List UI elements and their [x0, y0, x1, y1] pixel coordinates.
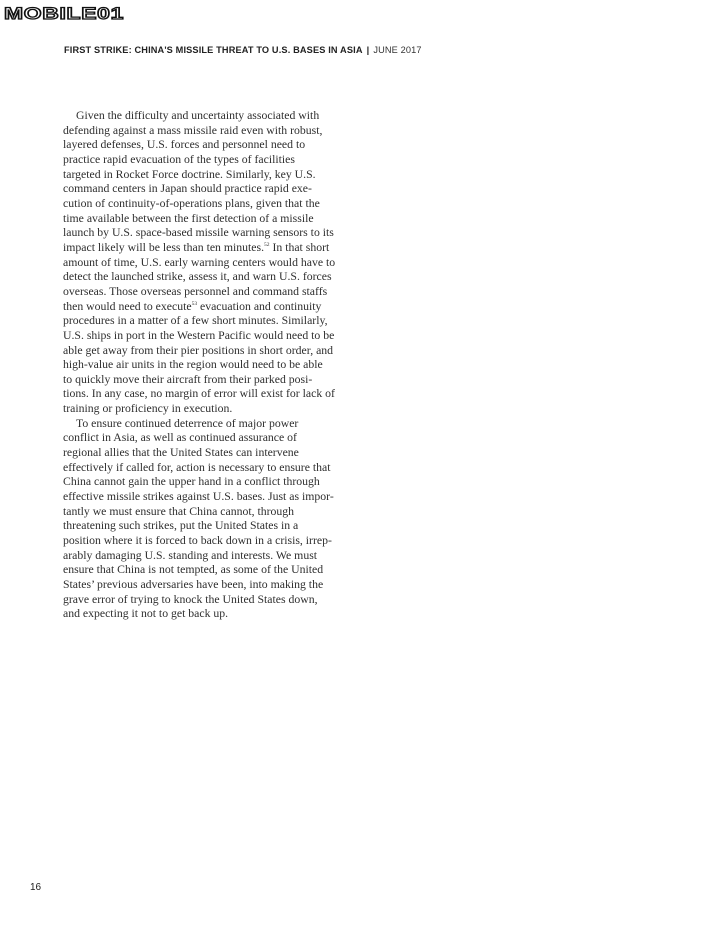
footnote-ref-53: 53: [191, 300, 198, 307]
logo-text: MOBILE01: [4, 4, 124, 23]
paragraph-2: [63, 417, 353, 622]
paragraph-1: [63, 109, 353, 417]
text-segment: Given the difficulty and uncertainty associated with defending against a mass missile raid even with robust, layered defenses, U.S. forces and personnel need to practice rapid evacuation of the types of facilities targeted in Rocket Force doctrine. Similarly, key U.S. command centers in Japan should practice rapid exe- cution of continuity-of-operations plans, given that the time available between the first detection of a missile launch by U.S. space-based missile warning sensors to its impact likely will be less than ten minutes.: [63, 109, 334, 254]
running-header: [64, 45, 422, 55]
header-date: JUNE 2017: [373, 45, 422, 55]
header-title: FIRST STRIKE: CHINA'S MISSILE THREAT TO U.S. BASES IN ASIA: [64, 45, 363, 55]
text-segment: evacuation and continuity procedures in a matter of a few short minutes. Similarly, U.S. ships in port in the Western Pacific would need to be able get away from their pier positions in short order, and high-value air units in the region would need to be able to quickly move their aircraft from their parked posi- tions. In any case, no margin of error will exist for lack of training or proficiency in execution.: [63, 299, 335, 416]
page-number: 16: [30, 882, 42, 893]
mobile01-logo: [2, 0, 130, 26]
footnote-ref-52: 52: [264, 241, 270, 248]
article-body: [63, 109, 353, 622]
text-segment: In that short amount of time, U.S. early warning centers would have to detect the launched strike, assess it, and warn U.S. forces overseas. Those overseas personnel and command staffs then would need to execute: [63, 240, 336, 313]
text-segment: To ensure continued deterrence of major power conflict in Asia, as well as continued assurance of regional allies that the United States can intervene effectively if called for, action is necessary to ensure that China cannot gain the upper hand in a conflict through effective missile strikes against U.S. bases. Just as impor- tantly we must ensure that China cannot, through threatening such strikes, put the United States in a position where it is forced to back down in a crisis, irrep- arably damaging U.S. standing and interests. We must ensure that China is not tempted, as some of the United States’ previous adversaries have been, into making the grave error of trying to knock the United States down, and expecting it not to get back up.: [63, 416, 334, 621]
header-separator: |: [366, 45, 370, 55]
